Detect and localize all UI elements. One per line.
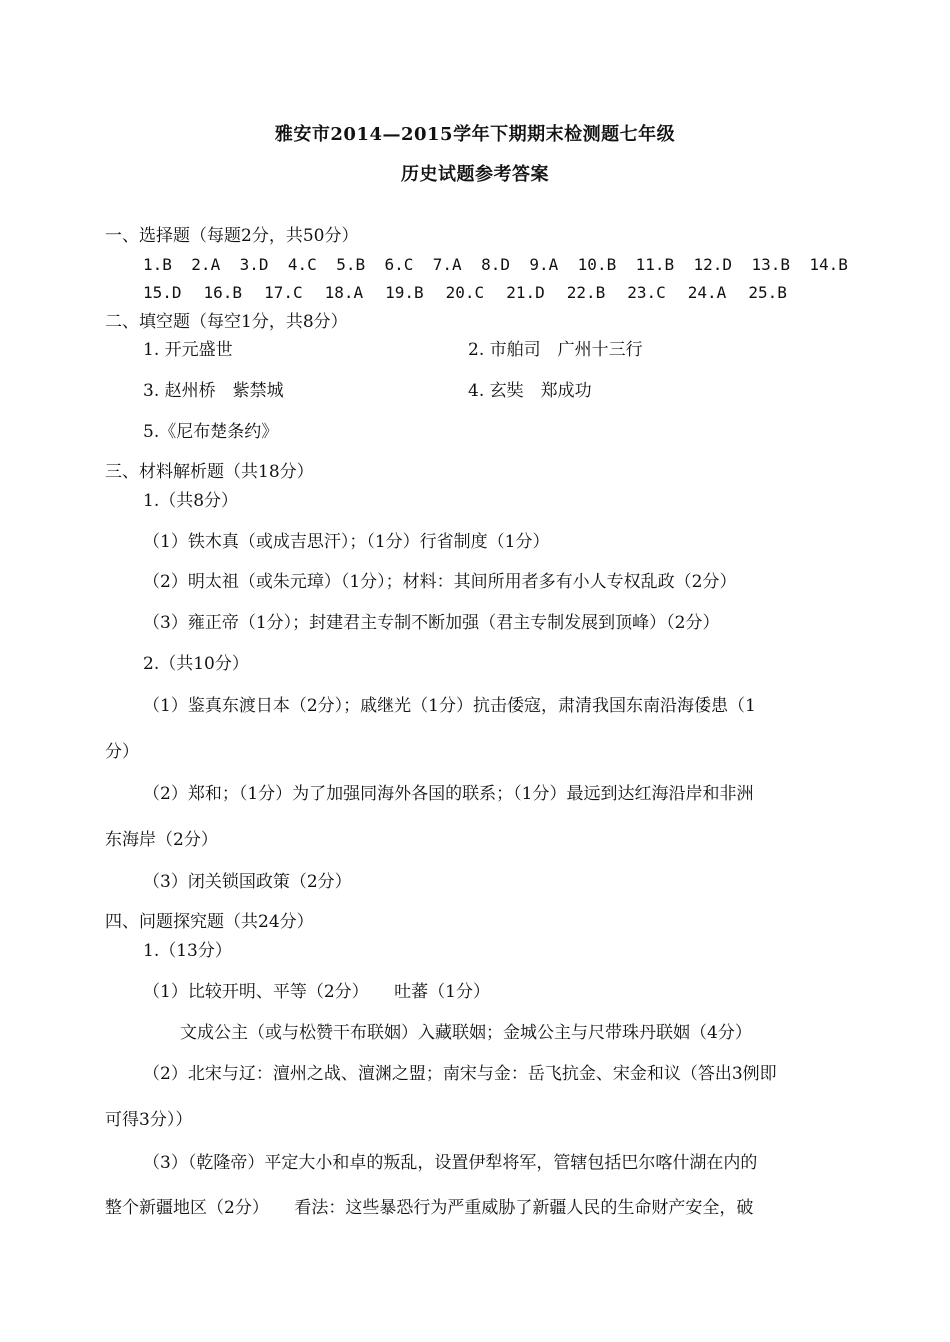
mc-answer: 17.C <box>264 283 303 302</box>
mc-answer: 22.B <box>566 283 606 302</box>
material-q2-part2-cont: 东海岸（2分） <box>105 830 218 850</box>
mc-answer: 5.B <box>336 255 366 274</box>
material-q1-part3: （3）雍正帝（1分）；封建君主专制不断加强（君主专制发展到顶峰）（2分） <box>143 613 720 633</box>
mc-answers-row1 <box>143 254 848 276</box>
mc-answer: 19.B <box>385 283 424 302</box>
mc-answer: 15.D <box>143 283 182 302</box>
section4-heading: 四、问题探究题（共24分） <box>105 912 314 932</box>
mc-answer: 7.A <box>432 255 462 274</box>
mc-answer: 20.C <box>445 283 485 302</box>
fill-answer-4: 4. 玄奘 郑成功 <box>468 381 592 401</box>
document-title: 雅安市2014—2015学年下期期末检测题七年级 <box>274 124 676 145</box>
mc-answer: 25.B <box>748 283 787 302</box>
mc-answer: 13.B <box>751 255 790 274</box>
inquiry-q1-part1: （1）比较开明、平等（2分） 吐蕃（1分） <box>143 982 490 1002</box>
fill-answer-5: 5.《尼布楚条约》 <box>143 422 279 442</box>
fill-answer-2: 2. 市舶司 广州十三行 <box>468 340 643 360</box>
inquiry-q1-part2-cont: 可得3分）） <box>105 1110 193 1130</box>
material-q1-part1: （1）铁木真（或成吉思汗）；（1分）行省制度（1分） <box>143 532 550 552</box>
mc-answer: 1.B <box>143 255 172 274</box>
mc-answer: 12.D <box>693 255 733 274</box>
mc-answer: 10.B <box>577 255 617 274</box>
inquiry-q1-title: 1.（13分） <box>143 941 232 961</box>
inquiry-q1-part1-detail: 文成公主（或与松赞干布联姻）入藏联姻；金城公主与尺带珠丹联姻（4分） <box>180 1023 752 1043</box>
mc-answers-row2 <box>143 282 848 304</box>
material-q2-title: 2.（共10分） <box>143 654 249 674</box>
material-q2-part1: （1）鉴真东渡日本（2分）；戚继光（1分）抗击倭寇，肃清我国东南沿海倭患（1 <box>143 696 756 716</box>
inquiry-q1-part2: （2）北宋与辽：澶州之战、澶渊之盟；南宋与金：岳飞抗金、宋金和议（答出3例即 <box>143 1064 777 1084</box>
fill-answer-1: 1. 开元盛世 <box>143 340 233 360</box>
material-q2-part3: （3）闭关锁国政策（2分） <box>143 872 352 892</box>
mc-answer: 11.B <box>635 255 675 274</box>
mc-answer: 3.D <box>239 255 269 274</box>
mc-answer: 9.A <box>529 255 559 274</box>
section1-heading: 一、选择题（每题2分，共50分） <box>105 226 359 246</box>
mc-answer: 14.B <box>809 255 848 274</box>
mc-answer: 2.A <box>191 255 221 274</box>
material-q1-part2: （2）明太祖（或朱元璋）（1分）；材料：其间所用者多有小人专权乱政（2分） <box>143 572 737 592</box>
material-q2-part1-cont: 分） <box>105 742 139 762</box>
material-q2-part2: （2）郑和；（1分）为了加强同海外各国的联系；（1分）最远到达红海沿岸和非洲 <box>143 784 754 804</box>
material-q1-title: 1.（共8分） <box>143 491 239 511</box>
inquiry-q1-part3-cont: 整个新疆地区（2分） 看法：这些暴恐行为严重威胁了新疆人民的生命财产安全，破 <box>105 1198 754 1218</box>
mc-answer: 4.C <box>287 255 317 274</box>
inquiry-q1-part3: （3）（乾隆帝）平定大小和卓的叛乱，设置伊犁将军，管辖包括巴尔喀什湖在内的 <box>143 1153 758 1173</box>
mc-answer: 23.C <box>627 283 666 302</box>
mc-answer: 24.A <box>687 283 727 302</box>
mc-answer: 8.D <box>481 255 510 274</box>
section3-heading: 三、材料解析题（共18分） <box>105 462 314 482</box>
mc-answer: 6.C <box>384 255 414 274</box>
mc-answer: 16.B <box>203 283 243 302</box>
mc-answer: 18.A <box>324 283 364 302</box>
section2-heading: 二、填空题（每空1分，共8分） <box>105 312 348 332</box>
fill-answer-3: 3. 赵州桥 紫禁城 <box>143 381 284 401</box>
mc-answer: 21.D <box>506 283 545 302</box>
document-subtitle: 历史试题参考答案 <box>401 164 549 185</box>
